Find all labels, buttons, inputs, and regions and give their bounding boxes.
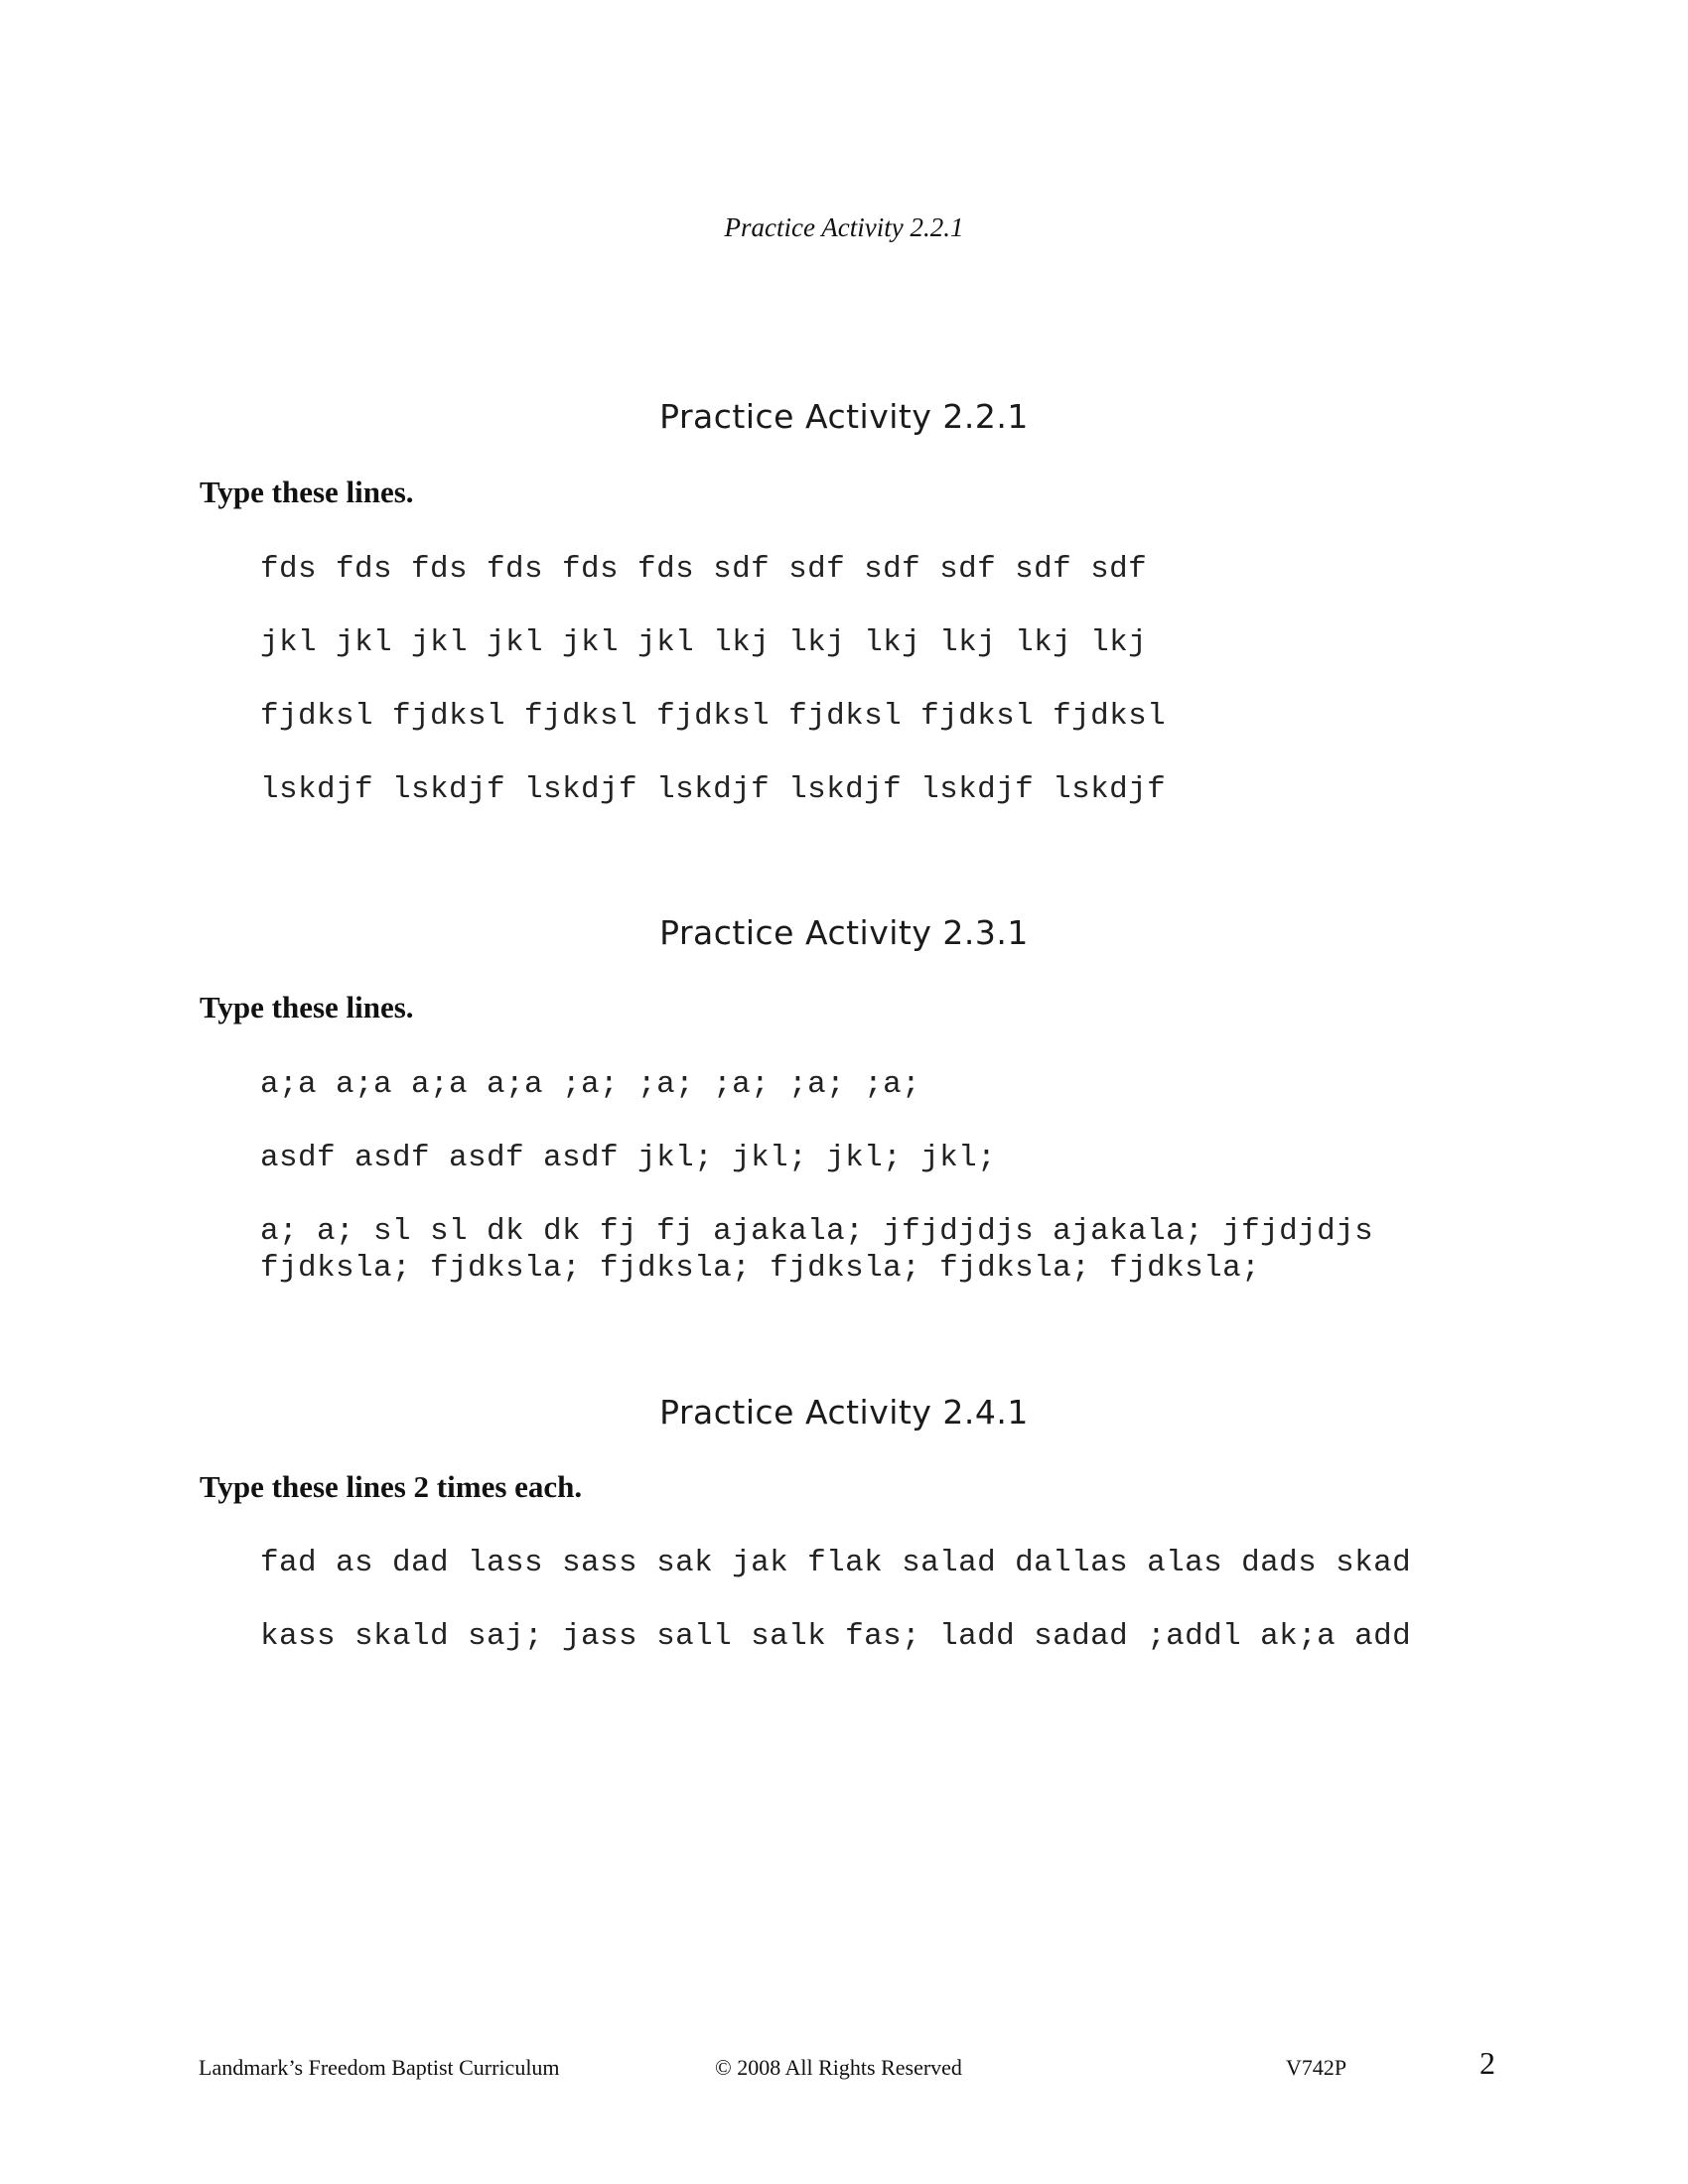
section-instruction: Type these lines.: [200, 475, 414, 509]
practice-line: fjdksla; fjdksla; fjdksla; fjdksla; fjdksla; fjdksla;: [260, 1251, 1261, 1286]
practice-line: a;a a;a a;a a;a ;a; ;a; ;a; ;a; ;a;: [260, 1067, 921, 1102]
practice-line: asdf asdf asdf asdf jkl; jkl; jkl; jkl;: [260, 1141, 997, 1175]
page-number: 2: [1479, 2045, 1495, 2081]
section-heading-2-4-1: Practice Activity 2.4.1: [659, 1393, 1029, 1432]
section-heading-2-3-1: Practice Activity 2.3.1: [659, 913, 1029, 952]
practice-line: lskdjf lskdjf lskdjf lskdjf lskdjf lskdjf lskdjf: [260, 772, 1167, 807]
running-header: Practice Activity 2.2.1: [724, 212, 964, 242]
footer-copyright: © 2008 All Rights Reserved: [715, 2055, 962, 2080]
practice-line: kass skald saj; jass sall salk fas; ladd sadad ;addl ak;a add: [260, 1619, 1412, 1654]
footer-curriculum: Landmark’s Freedom Baptist Curriculum: [199, 2055, 560, 2080]
section-heading-2-2-1: Practice Activity 2.2.1: [659, 397, 1029, 436]
practice-line: jkl jkl jkl jkl jkl jkl lkj lkj lkj lkj lkj lkj: [260, 625, 1148, 660]
practice-line: fad as dad lass sass sak jak flak salad dallas alas dads skad: [260, 1546, 1412, 1580]
practice-line: a; a; sl sl dk dk fj fj ajakala; jfjdjdjs ajakala; jfjdjdjs: [260, 1214, 1374, 1249]
section-instruction: Type these lines.: [200, 990, 414, 1024]
practice-line: fjdksl fjdksl fjdksl fjdksl fjdksl fjdksl fjdksl: [260, 699, 1167, 734]
practice-line: fds fds fds fds fds fds sdf sdf sdf sdf sdf sdf: [260, 552, 1148, 587]
section-instruction: Type these lines 2 times each.: [200, 1469, 583, 1504]
footer-code: V742P: [1286, 2055, 1347, 2080]
